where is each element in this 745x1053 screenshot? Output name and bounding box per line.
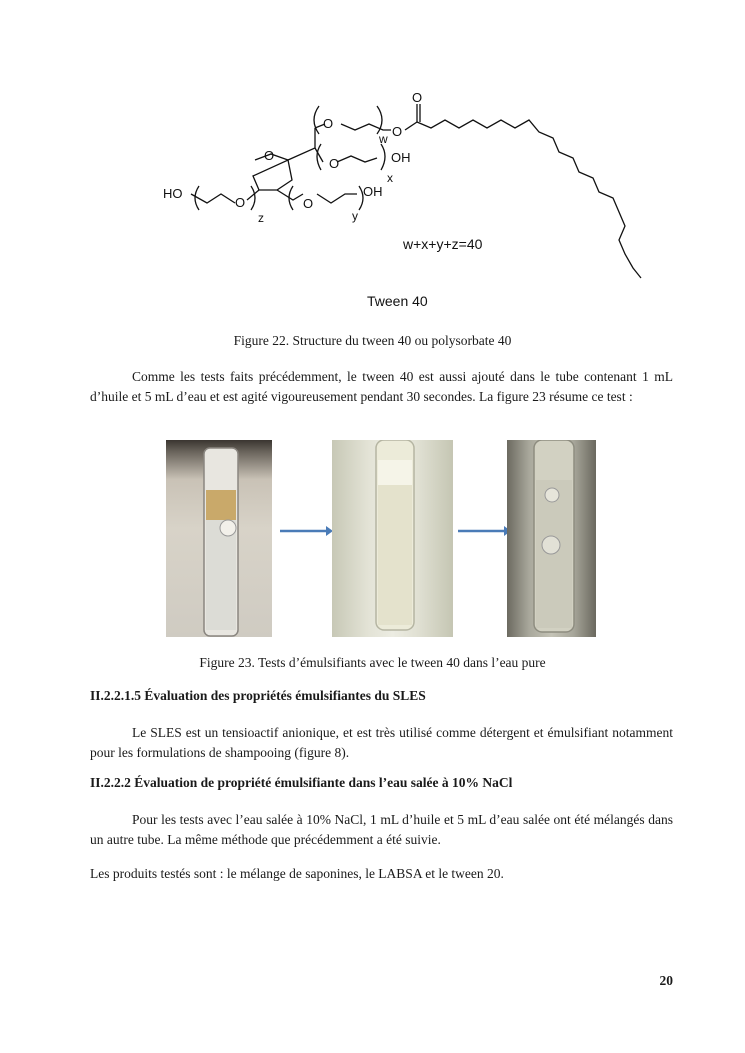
- tween40-name: Tween 40: [367, 293, 428, 309]
- paragraph-sles: Le SLES est un tensioactif anionique, et est très utilisé comme détergent et émulsifiant notamment pour les formulations de shampooing (figure 8).: [90, 725, 673, 760]
- label-o-w: O: [323, 116, 334, 131]
- label-o-x: O: [329, 156, 340, 171]
- bracket-z-right: [251, 186, 255, 210]
- label-y: y: [352, 209, 358, 223]
- paragraph-salt-water: Pour les tests avec l’eau salée à 10% NaCl, 1 mL d’huile et 5 mL d’eau salée ont été mélangés dans un autre tube. La même méthode que précédemment a été suivie.: [90, 812, 673, 847]
- paragraph-tween40-test: Comme les tests faits précédemment, le tween 40 est aussi ajouté dans le tube contenant 1 mL d’huile et 5 mL d’eau et est agité vigoureusement pendant 30 secondes. La figure 23 résume ce test :: [90, 369, 673, 404]
- page-number: 20: [659, 973, 673, 988]
- tube-2-drawing: [332, 440, 453, 637]
- tube-1-drawing: [166, 440, 272, 637]
- bracket-x-right: [381, 144, 385, 170]
- chain-z-link: [247, 190, 259, 200]
- figure22-caption: Figure 22. Structure du tween 40 ou polysorbate 40: [233, 333, 512, 348]
- label-ho: HO: [163, 186, 183, 201]
- arrow-2: [456, 523, 512, 539]
- label-o-y: O: [303, 196, 314, 211]
- arrow-1: [278, 523, 334, 539]
- label-o-carbonyl: O: [412, 90, 423, 105]
- label-z: z: [258, 211, 264, 225]
- label-o-z: O: [235, 195, 246, 210]
- palmitate-chain: [417, 120, 641, 278]
- chain-x-link: [315, 148, 323, 162]
- label-oh-x: OH: [391, 150, 411, 165]
- figure23-caption: Figure 23. Tests d’émulsifiants avec le tween 40 dans l’eau pure: [199, 655, 546, 670]
- carbonyl-double-bond: [417, 104, 420, 122]
- branch-up: [288, 128, 315, 160]
- chain-z-bonds: [191, 194, 235, 203]
- label-oh-y: OH: [363, 184, 383, 199]
- sum-label: w+x+y+z=40: [403, 236, 483, 252]
- label-o-ester: O: [392, 124, 403, 139]
- tube-3-drawing: [507, 440, 596, 637]
- tube-photo-2: [332, 440, 453, 637]
- label-o-ring: O: [264, 148, 275, 163]
- heading-sles: II.2.2.1.5 Évaluation des propriétés émulsifiantes du SLES: [90, 688, 426, 703]
- label-x: x: [387, 171, 393, 185]
- ester-bond: [405, 122, 417, 130]
- tube-photo-3: [507, 440, 596, 637]
- tween40-structure-diagram: [155, 88, 655, 313]
- tube-photo-1: [166, 440, 272, 637]
- chain-y-bonds: [317, 194, 357, 203]
- ring-body: [253, 160, 292, 190]
- chain-w-bonds: [341, 124, 391, 130]
- label-w: w: [379, 132, 388, 146]
- chain-x-bonds: [337, 156, 377, 162]
- heading-salt-water: II.2.2.2 Évaluation de propriété émulsifiante dans l’eau salée à 10% NaCl: [90, 775, 513, 790]
- paragraph-products-tested: Les produits testés sont : le mélange de saponines, le LABSA et le tween 20.: [90, 866, 504, 881]
